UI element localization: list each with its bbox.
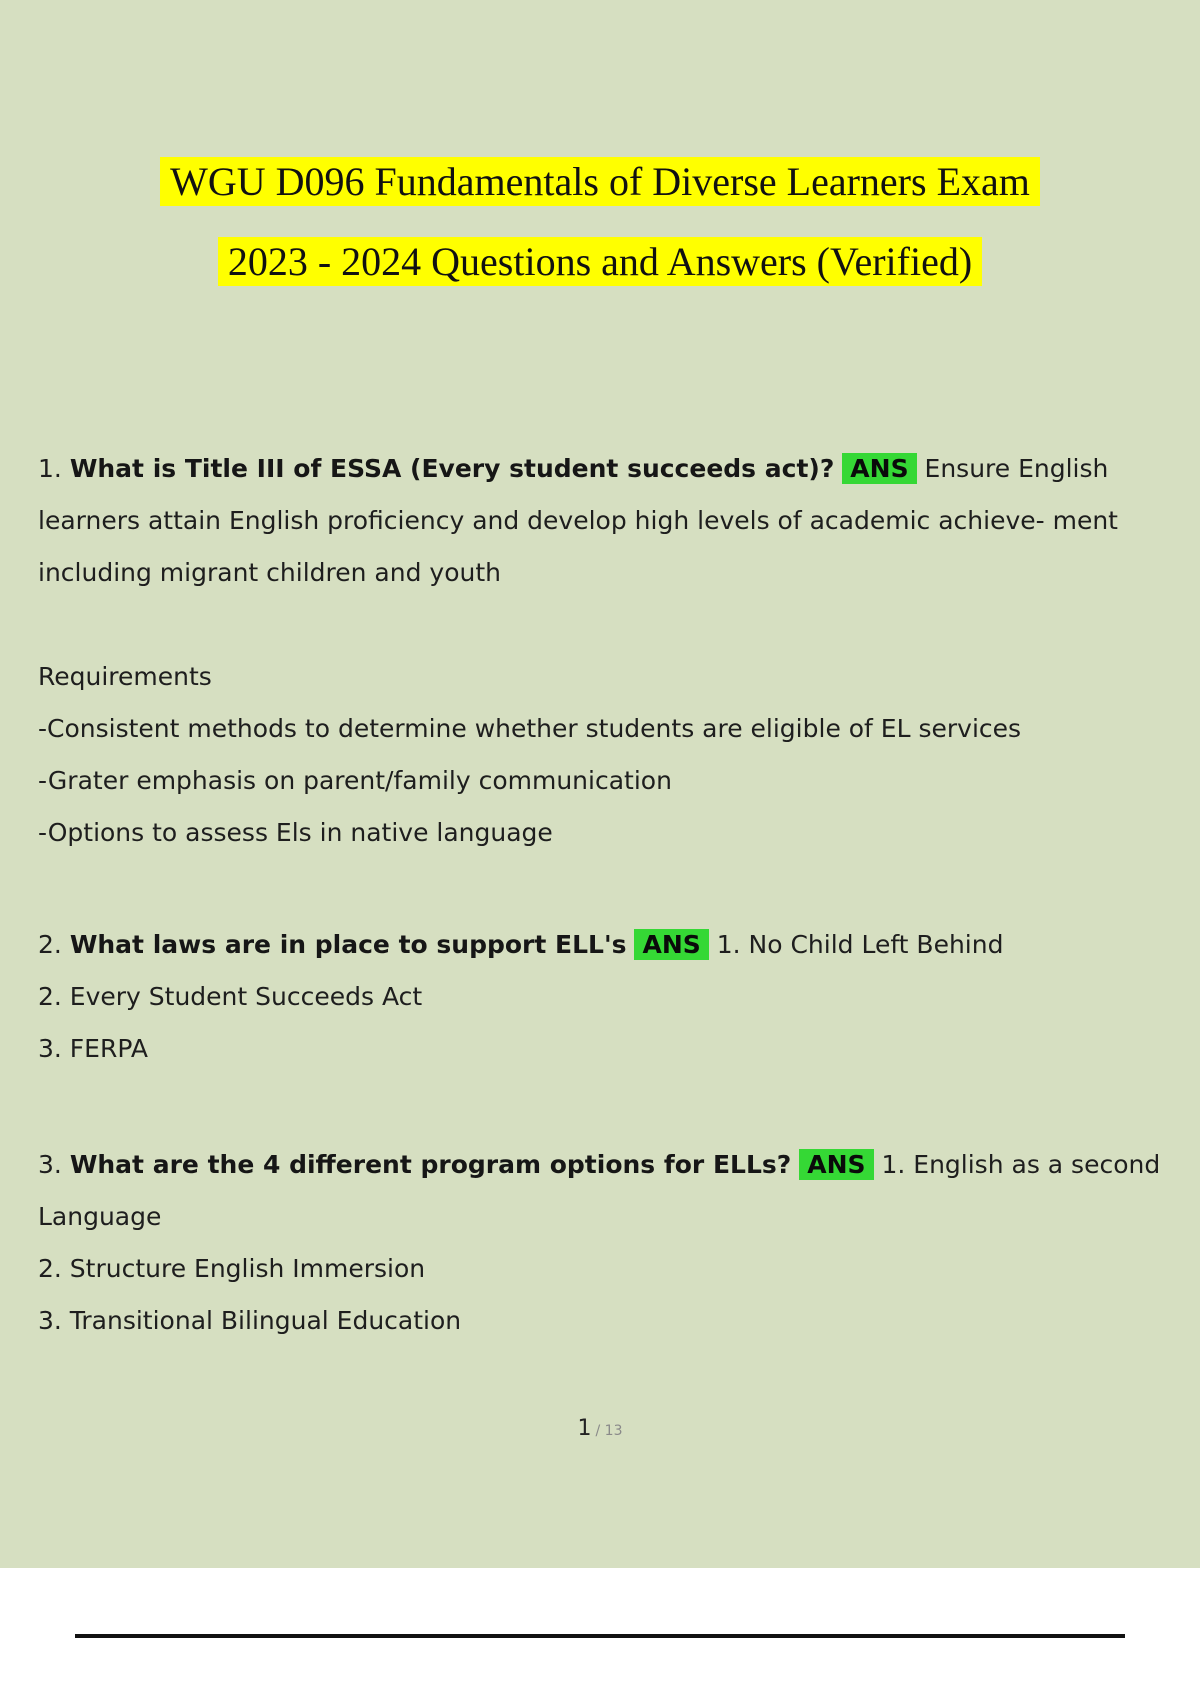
question-text: What is Title III of ESSA (Every student succeeds act)? [69,454,835,483]
answer-line: -Options to assess Els in native language [38,818,553,847]
answer-line: -Consistent methods to determine whether students are eligible of EL services [38,714,1022,743]
answer-text: 1. No Child Left Behind [716,930,1004,959]
answer-line: 3. Transitional Bilingual Education [38,1306,462,1335]
question-block-2 [38,919,1162,1075]
title-row-1 [0,158,1200,206]
question-text: What are the 4 different program options for ELLs? [69,1150,792,1179]
answer-badge: ANS [842,453,916,484]
question-answer-paragraph [38,1139,1162,1243]
answer-line: 2. Every Student Succeeds Act [38,982,423,1011]
answer-line: -Grater emphasis on parent/family communication [38,766,672,795]
answer-badge: ANS [799,1149,873,1180]
title-line-2: 2023 - 2024 Questions and Answers (Verified) [218,237,982,286]
page-number: 1 [577,1416,592,1441]
document-title [0,0,1200,286]
answer-badge: ANS [634,929,708,960]
question-answer-paragraph [38,919,1162,971]
answer-line: 2. Structure English Immersion [38,1254,426,1283]
question-answer-paragraph [38,443,1162,599]
title-row-2 [0,238,1200,286]
answer-text: Ensure English learners attain English proficiency and develop high levels of academic achieve- ment including migrant children and youth [38,454,1118,587]
separator-rule [75,1634,1125,1638]
answer-line: 3. FERPA [38,1034,148,1063]
document-body [0,443,1200,1347]
question-number: 3. [38,1150,62,1179]
page-footer [0,1414,1200,1446]
question-block-3 [38,1139,1162,1347]
answer-line: Requirements [38,662,212,691]
answer-text: 1. English as a second Language [38,1150,1161,1231]
question-text: What laws are in place to support ELL's [69,930,627,959]
blank-line [38,599,1162,651]
question-block-1 [38,443,1162,859]
bottom-strip [0,1568,1200,1700]
question-number: 2. [38,930,62,959]
title-line-1: WGU D096 Fundamentals of Diverse Learners Exam [160,157,1040,206]
page-total: / 13 [595,1423,623,1439]
question-number: 1. [38,454,62,483]
